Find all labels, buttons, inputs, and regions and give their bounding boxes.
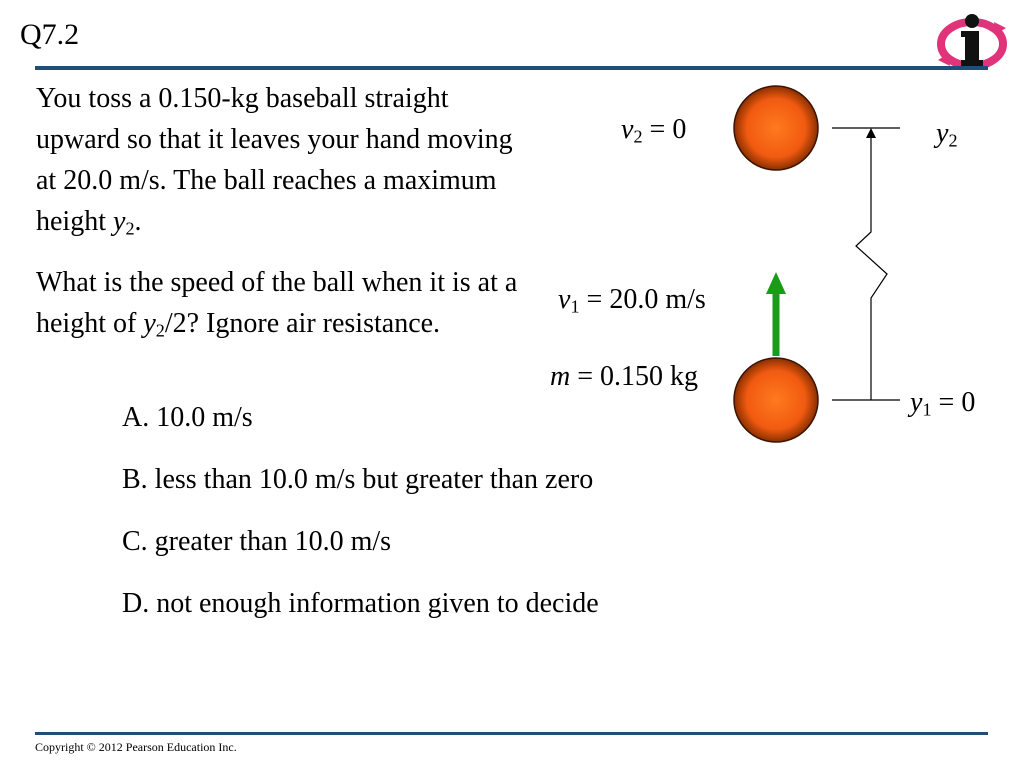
copyright-text: Copyright © 2012 Pearson Education Inc. [35, 740, 237, 754]
velocity-arrow-icon [766, 272, 786, 294]
answer-option-b[interactable]: B. less than 10.0 m/s but greater than zero [122, 464, 594, 495]
label-y2: $y_2$ [936, 118, 958, 151]
question-paragraph-2: What is the speed of the ball when it is at a height of $y_2/2$? Ignore air resistance. [36, 266, 518, 341]
slide-number: Q7.2 [20, 18, 80, 51]
question-paragraph-1: You toss a 0.150-kg baseball straight upward so that it leaves your hand moving at 20.0 m/s. The ball reaches a maximum height $y_2$. [36, 83, 513, 239]
label-v2: $v_2 = 0$ [621, 114, 687, 147]
answer-option-d[interactable]: D. not enough information given to decide [122, 588, 599, 619]
label-y1: $y_1 = 0$ [910, 387, 976, 420]
ball-bottom-icon [734, 358, 818, 442]
label-mass: m = 0.150 kg [550, 361, 699, 392]
answer-option-a[interactable]: A. 10.0 m/s [122, 402, 253, 433]
footer-rule [35, 732, 988, 735]
height-break-line [856, 136, 887, 400]
height-arrowhead-icon [866, 128, 876, 138]
answer-option-c[interactable]: C. greater than 10.0 m/s [122, 526, 392, 557]
label-v1: $v_1 = 20.0$ m/s [558, 284, 706, 317]
ball-top-icon [734, 86, 818, 170]
